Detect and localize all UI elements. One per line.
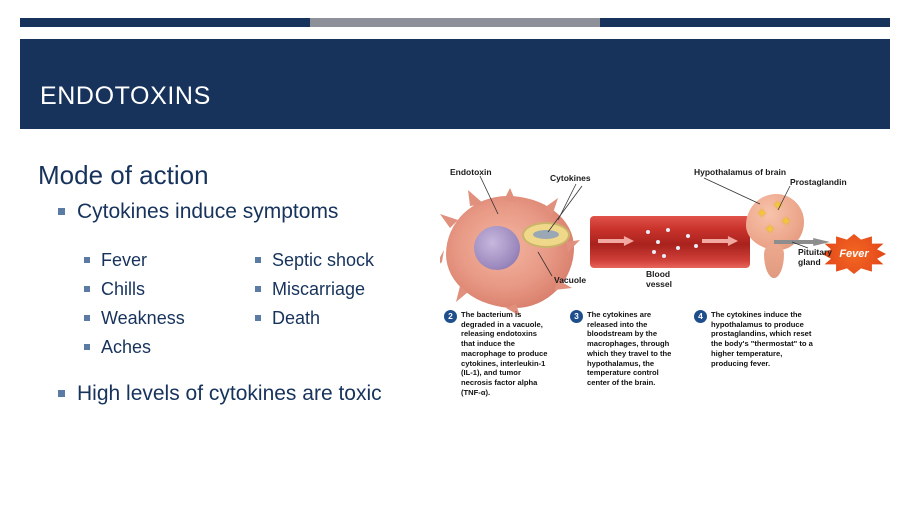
symptom-label: Miscarriage — [272, 279, 366, 299]
label-blood-vessel-line1: Blood — [646, 269, 671, 279]
bullet-square-icon — [84, 286, 90, 292]
bullet-square-icon — [84, 315, 90, 321]
bullet-square-icon — [255, 315, 261, 321]
label-blood-vessel-line2: vessel — [646, 279, 672, 289]
figure-step-caption-2 — [444, 310, 552, 397]
symptom-item-miscarriage — [255, 279, 365, 300]
step-text: The bacterium is degraded in a vacuole, releasing endotoxins that induce the macrophage to produce cytokines, interleukin-1 (IL-1), and tumor necrosis factor alpha (TNF-α). — [461, 310, 548, 397]
top-bar-middle — [310, 18, 600, 27]
symptom-item-chills — [84, 279, 145, 300]
top-bar-right — [600, 18, 890, 27]
bullet-high-levels — [58, 382, 382, 406]
slide-title: ENDOTOXINS — [40, 82, 211, 110]
symptom-item-septic-shock — [255, 250, 374, 271]
symptom-label: Death — [272, 308, 321, 328]
bullet-label: High levels of cytokines are toxic — [77, 382, 382, 405]
label-hypothalamus: Hypothalamus of brain — [694, 167, 787, 177]
bullet-square-icon — [58, 390, 65, 397]
symptom-label: Weakness — [101, 308, 185, 328]
label-cytokines: Cytokines — [550, 173, 591, 183]
top-bar-left — [20, 18, 310, 27]
step-number-badge: 3 — [570, 310, 583, 323]
label-endotoxin: Endotoxin — [450, 167, 492, 177]
label-prostaglandin: Prostaglandin — [790, 177, 847, 187]
step-number-badge: 2 — [444, 310, 457, 323]
step-number-badge: 4 — [694, 310, 707, 323]
label-vacuole: Vacuole — [554, 275, 587, 285]
symptom-item-aches — [84, 337, 151, 358]
prostaglandin-star-icon: ✦ — [756, 205, 768, 221]
label-pituitary-line1: Pituitary — [798, 247, 833, 257]
bullet-square-icon — [255, 257, 261, 263]
step-text: The cytokines induce the hypothalamus to produce prostaglandins, which reset the body's "thermostat" to a higher temperature, producing fever. — [711, 310, 813, 368]
fever-label: Fever — [839, 248, 869, 260]
bullet-label: Cytokines induce symptoms — [77, 200, 339, 223]
bullet-square-icon — [255, 286, 261, 292]
symptom-item-weakness — [84, 308, 185, 329]
endotoxin-fever-diagram — [440, 160, 890, 397]
bullet-cytokines-induce — [58, 200, 338, 224]
symptom-item-death — [255, 308, 320, 329]
prostaglandin-star-icon: ✦ — [772, 197, 784, 213]
symptom-item-fever — [84, 250, 147, 271]
step-text: The cytokines are released into the bloodstream by the macrophages, through which they travel to the hypothalamus, the temperature control center of the brain. — [587, 310, 672, 388]
symptom-label: Septic shock — [272, 250, 375, 270]
symptom-label: Fever — [101, 250, 148, 270]
bullet-square-icon — [84, 344, 90, 350]
bullet-square-icon — [58, 208, 65, 215]
bullet-square-icon — [84, 257, 90, 263]
symptom-label: Chills — [101, 279, 146, 299]
symptom-label: Aches — [101, 337, 152, 357]
prostaglandin-star-icon: ✦ — [780, 213, 792, 229]
label-pituitary-line2: gland — [798, 257, 821, 267]
section-heading: Mode of action — [38, 160, 209, 190]
figure-step-caption-4 — [694, 310, 814, 368]
prostaglandin-star-icon: ✦ — [764, 221, 776, 237]
figure-step-caption-3 — [570, 310, 678, 388]
